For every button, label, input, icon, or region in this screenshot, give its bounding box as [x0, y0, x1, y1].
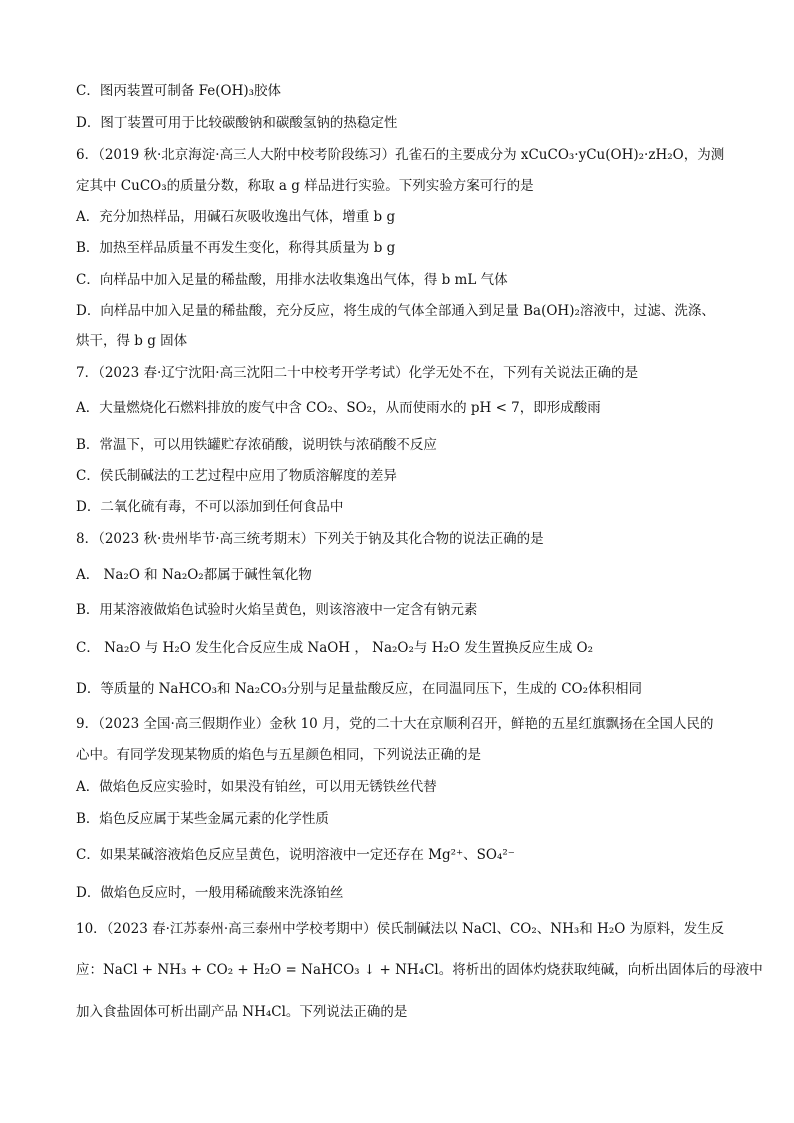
question-6-option-b: B．加热至样品质量不再发生变化，称得其质量为 b g: [76, 240, 396, 256]
question-8-option-c: C． Na₂O 与 H₂O 发生化合反应生成 NaOH ， Na₂O₂与 H₂O 发生置换反应生成 O₂: [76, 640, 594, 656]
question-7-option-c: C．侯氏制碱法的工艺过程中应用了物质溶解度的差异: [76, 468, 397, 484]
question-6-option-a: A．充分加热样品，用碱石灰吸收逸出气体，增重 b g: [76, 209, 396, 225]
option-6c-prev: C．图丙装置可制备 Fe(OH)₃胶体: [76, 83, 282, 99]
question-9-option-b: B．焰色反应属于某些金属元素的化学性质: [76, 811, 329, 827]
option-6d-prev: D．图丁装置可用于比较碳酸钠和碳酸氢钠的热稳定性: [76, 115, 398, 131]
question-9-option-a: A．做焰色反应实验时，如果没有铂丝，可以用无锈铁丝代替: [76, 779, 437, 795]
question-9-stem: 9．（2023 全国·高三假期作业）金秋 10 月，党的二十大在京顺利召开，鲜艳的五星红旗飘扬在全国人民的: [76, 716, 714, 732]
question-9-option-d: D．做焰色反应时，一般用稀硫酸来洗涤铂丝: [76, 885, 344, 901]
question-6-option-d: D．向样品中加入足量的稀盐酸，充分反应，将生成的气体全部通入到足量 Ba(OH)₂溶液中，过滤、洗涤、: [76, 303, 715, 319]
question-6-stem: 6．（2019 秋·北京海淀·高三人大附中校考阶段练习）孔雀石的主要成分为 xCuCO₃·yCu(OH)₂·zH₂O，为测: [76, 147, 725, 163]
question-8-option-b: B．用某溶液做焰色试验时火焰呈黄色，则该溶液中一定含有钠元素: [76, 602, 478, 618]
question-8-option-a: A． Na₂O 和 Na₂O₂都属于碱性氧化物: [76, 567, 312, 583]
question-8-option-d: D．等质量的 NaHCO₃和 Na₂CO₃分别与足量盐酸反应，在同温同压下，生成的 CO₂体积相同: [76, 681, 643, 697]
question-7-stem: 7．（2023 春·辽宁沈阳·高三沈阳二十中校考开学考试）化学无处不在，下列有关说法正确的是: [76, 365, 639, 381]
question-9-option-c: C．如果某碱溶液焰色反应呈黄色，说明溶液中一定还存在 Mg²⁺、SO₄²⁻: [76, 847, 515, 863]
question-8-stem: 8．（2023 秋·贵州毕节·高三统考期末）下列关于钠及其化合物的说法正确的是: [76, 531, 544, 547]
question-10-stem-cont-2: 加入食盐固体可析出副产品 NH₄Cl。下列说法正确的是: [76, 1004, 408, 1020]
question-6-stem-cont: 定其中 CuCO₃的质量分数，称取 a g 样品进行实验。下列实验方案可行的是: [76, 178, 534, 194]
question-6-option-c: C．向样品中加入足量的稀盐酸，用排水法收集逸出气体，得 b mL 气体: [76, 272, 508, 288]
question-10-stem: 10．（2023 春·江苏泰州·高三泰州中学校考期中）侯氏制碱法以 NaCl、CO₂、NH₃和 H₂O 为原料，发生反: [76, 921, 725, 937]
question-7-option-b: B．常温下，可以用铁罐贮存浓硝酸，说明铁与浓硝酸不反应: [76, 437, 437, 453]
question-7-option-d: D．二氧化硫有毒，不可以添加到任何食品中: [76, 499, 344, 515]
question-6-option-d-cont: 烘干，得 b g 固体: [76, 333, 188, 349]
question-10-stem-cont: 应：NaCl + NH₃ + CO₂ + H₂O = NaHCO₃ ↓ + NH₄Cl。将析出的固体灼烧获取纯碱，向析出固体后的母液中: [76, 962, 763, 978]
question-7-option-a: A．大量燃烧化石燃料排放的废气中含 CO₂、SO₂，从而使雨水的 pH < 7，即形成酸雨: [76, 400, 601, 416]
question-9-stem-cont: 心中。有同学发现某物质的焰色与五星颜色相同，下列说法正确的是: [76, 747, 481, 763]
